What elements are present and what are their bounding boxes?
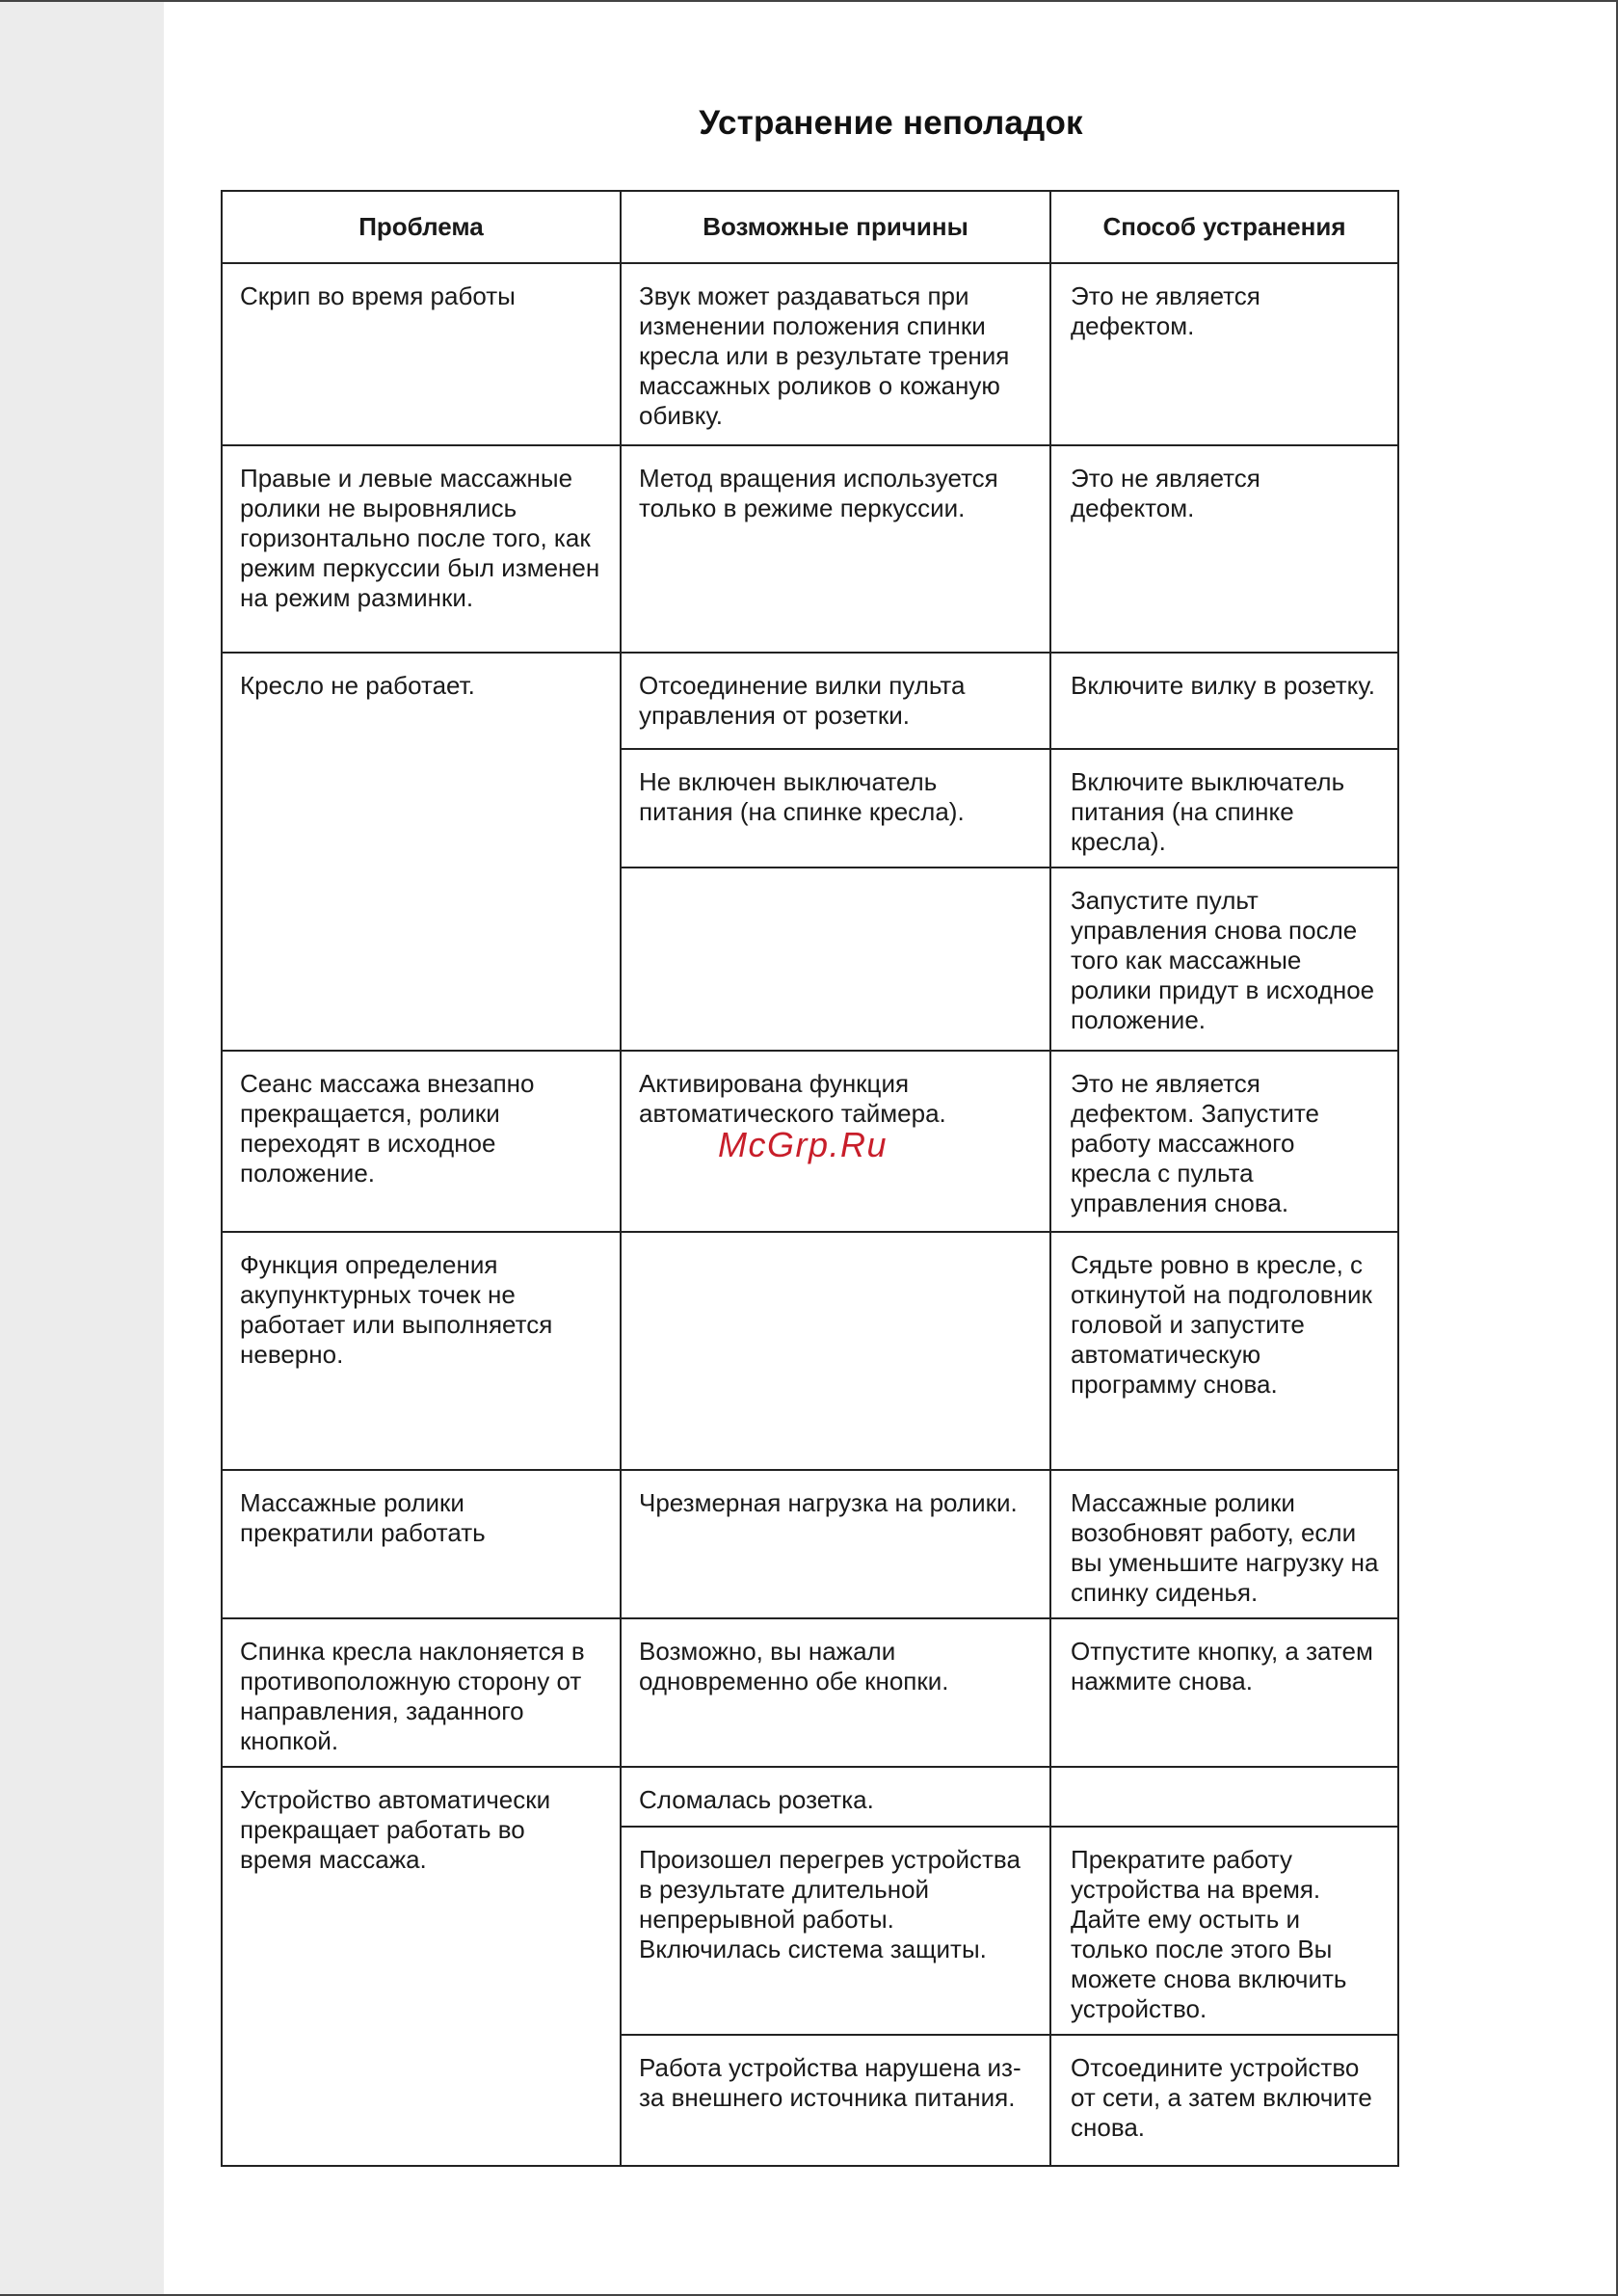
solution-cell: Отпустите кнопку, а затем нажмите снова. <box>1050 1618 1398 1767</box>
table-header-row <box>222 191 1398 263</box>
problem-cell: Массажные ролики прекратили работать <box>222 1470 621 1618</box>
cause-cell: Чрезмерная нагрузка на ролики. <box>621 1470 1050 1618</box>
table-row <box>222 263 1398 445</box>
solution-cell: Это не является дефектом. <box>1050 445 1398 653</box>
solution-cell: Запустите пульт управления снова после того как массажные ролики придут в исходное положение. <box>1050 868 1398 1051</box>
problem-cell: Кресло не работает. <box>222 653 621 1051</box>
problem-cell: Правые и левые массажные ролики не выровнялись горизонтально после того, как режим перкуссии был изменен на режим разминки. <box>222 445 621 653</box>
cause-cell: Возможно, вы нажали одновременно обе кнопки. <box>621 1618 1050 1767</box>
table-row <box>222 1232 1398 1470</box>
page-border-top <box>0 0 1618 2</box>
cause-cell: Звук может раздаваться при изменении положения спинки кресла или в результате трения массажных роликов о кожаную обивку. <box>621 263 1050 445</box>
header-problem: Проблема <box>222 191 621 263</box>
table-row <box>222 1767 1398 1827</box>
table-row <box>222 1618 1398 1767</box>
solution-cell: Это не является дефектом. <box>1050 263 1398 445</box>
solution-cell <box>1050 1767 1398 1827</box>
table-row <box>222 653 1398 749</box>
problem-cell: Сеанс массажа внезапно прекращается, ролики переходят в исходное положение. <box>222 1051 621 1232</box>
watermark: McGrp.Ru <box>718 1125 889 1164</box>
header-causes: Возможные причины <box>621 191 1050 263</box>
page-margin-strip <box>0 0 164 2296</box>
cause-cell: Работа устройства нарушена из-за внешнего источника питания. <box>621 2035 1050 2166</box>
table-row <box>222 445 1398 653</box>
cause-cell: Сломалась розетка. <box>621 1767 1050 1827</box>
header-solution: Способ устранения <box>1050 191 1398 263</box>
solution-cell: Отсоедините устройство от сети, а затем включите снова. <box>1050 2035 1398 2166</box>
cause-cell: Отсоединение вилки пульта управления от розетки. <box>621 653 1050 749</box>
cause-cell <box>621 868 1050 1051</box>
solution-cell: Это не является дефектом. Запустите работу массажного кресла с пульта управления снова. <box>1050 1051 1398 1232</box>
cause-cell: Метод вращения используется только в режиме перкуссии. <box>621 445 1050 653</box>
table-row <box>222 1470 1398 1618</box>
cause-cell <box>621 1232 1050 1470</box>
cause-cell: Произошел перегрев устройства в результате длительной непрерывной работы. Включилась система защиты. <box>621 1827 1050 2035</box>
troubleshooting-table <box>221 190 1399 2167</box>
cause-cell: Не включен выключатель питания (на спинке кресла). <box>621 749 1050 868</box>
solution-cell: Включите вилку в розетку. <box>1050 653 1398 749</box>
page-title: Устранение неполадок <box>699 104 1083 142</box>
problem-cell: Функция определения акупунктурных точек не работает или выполняется неверно. <box>222 1232 621 1470</box>
problem-cell: Спинка кресла наклоняется в противоположную сторону от направления, заданного кнопкой. <box>222 1618 621 1767</box>
problem-cell: Скрип во время работы <box>222 263 621 445</box>
solution-cell: Прекратите работу устройства на время. Дайте ему остыть и только после этого Вы можете снова включить устройство. <box>1050 1827 1398 2035</box>
problem-cell: Устройство автоматически прекращает работать во время массажа. <box>222 1767 621 2166</box>
solution-cell: Сядьте ровно в кресле, с откинутой на подголовник головой и запустите автоматическую программу снова. <box>1050 1232 1398 1470</box>
cause-cell: Активирована функция автоматического таймера. <box>621 1051 1050 1232</box>
solution-cell: Массажные ролики возобновят работу, если вы уменьшите нагрузку на спинку сиденья. <box>1050 1470 1398 1618</box>
solution-cell: Включите выключатель питания (на спинке кресла). <box>1050 749 1398 868</box>
